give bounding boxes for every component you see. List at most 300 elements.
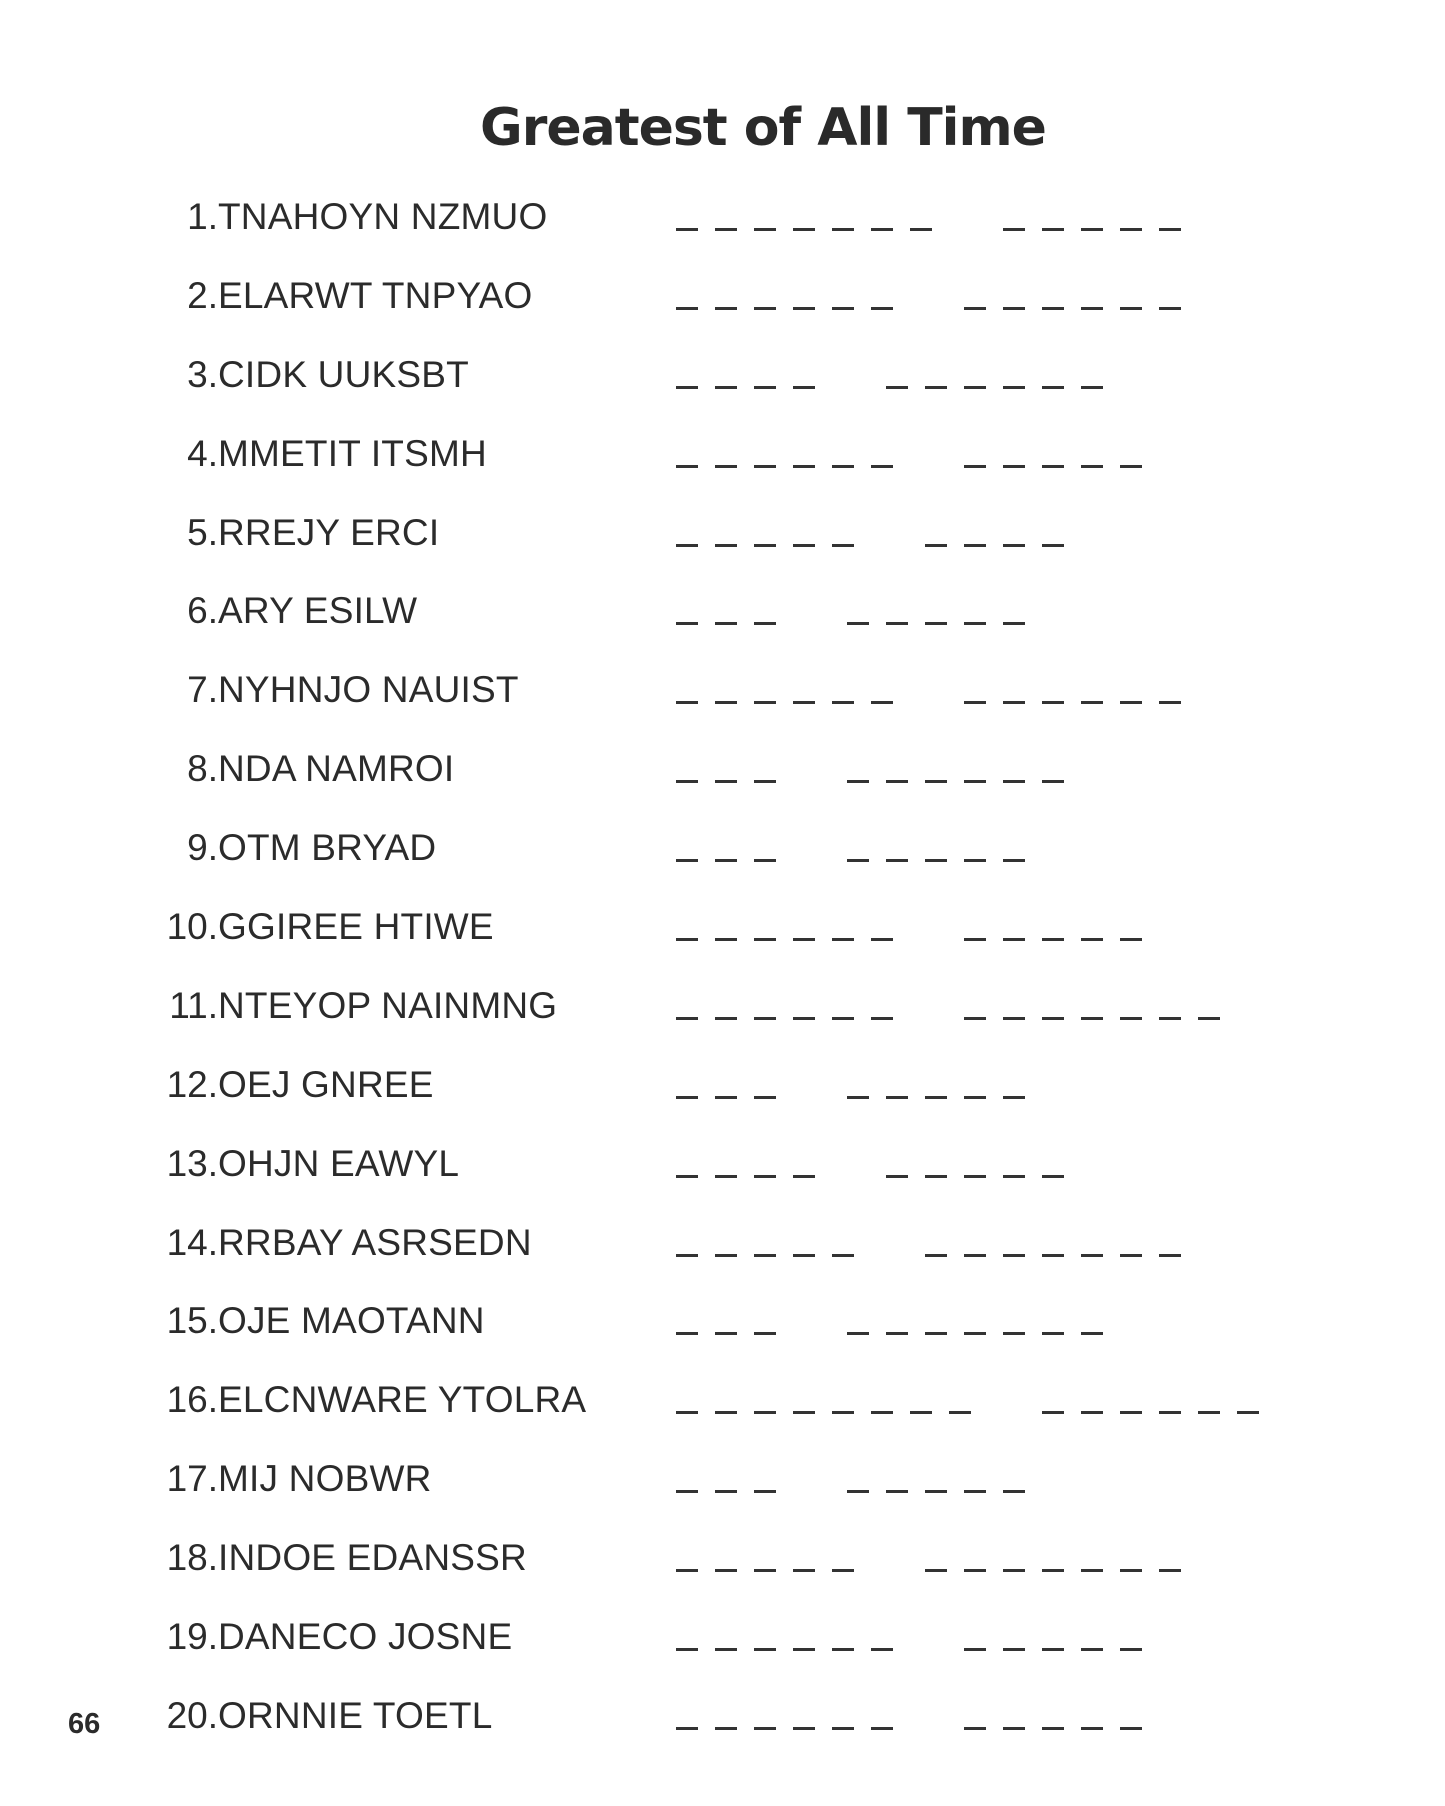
letter-blank[interactable]	[886, 859, 908, 862]
answer-blanks[interactable]	[676, 918, 1213, 958]
letter-blank[interactable]	[847, 780, 869, 783]
letter-blank[interactable]	[832, 1648, 854, 1651]
letter-blank[interactable]	[1120, 701, 1142, 704]
letter-blank[interactable]	[964, 1175, 986, 1178]
letter-blank[interactable]	[754, 1411, 776, 1414]
letter-blank[interactable]	[832, 228, 854, 231]
letter-blank[interactable]	[793, 386, 815, 389]
answer-word-blanks[interactable]	[676, 445, 910, 485]
letter-blank[interactable]	[793, 307, 815, 310]
answer-blanks[interactable]	[676, 366, 1174, 406]
letter-blank[interactable]	[1042, 1727, 1064, 1730]
answer-word-blanks[interactable]	[676, 1549, 871, 1589]
answer-word-blanks[interactable]	[964, 918, 1159, 958]
letter-blank[interactable]	[964, 622, 986, 625]
letter-blank[interactable]	[925, 1175, 947, 1178]
scrambled-word: OHJN EAWYL	[218, 1142, 460, 1184]
letter-blank[interactable]	[964, 1254, 986, 1257]
letter-blank[interactable]	[886, 1332, 908, 1335]
letter-blank[interactable]	[964, 1727, 986, 1730]
letter-blank[interactable]	[871, 1017, 893, 1020]
scrambled-word: OJE MAOTANN	[218, 1300, 485, 1342]
answer-blanks[interactable]	[676, 997, 1291, 1037]
letter-blank[interactable]	[676, 228, 698, 231]
letter-blank[interactable]	[1120, 1727, 1142, 1730]
letter-blank[interactable]	[1042, 1017, 1064, 1020]
answer-blanks[interactable]	[676, 1707, 1213, 1747]
letter-blank[interactable]	[715, 1332, 737, 1335]
answer-word-blanks[interactable]	[676, 997, 910, 1037]
letter-blank[interactable]	[793, 1727, 815, 1730]
letter-blank[interactable]	[832, 938, 854, 941]
letter-blank[interactable]	[793, 938, 815, 941]
scrambled-word: RRBAY ASRSEDN	[218, 1221, 532, 1263]
letter-blank[interactable]	[793, 1569, 815, 1572]
answer-word-blanks[interactable]	[676, 760, 793, 800]
letter-blank[interactable]	[1120, 938, 1142, 941]
letter-blank[interactable]	[871, 1411, 893, 1414]
letter-blank[interactable]	[832, 1569, 854, 1572]
letter-blank[interactable]	[754, 1175, 776, 1178]
letter-blank[interactable]	[715, 544, 737, 547]
letter-blank[interactable]	[1003, 1175, 1025, 1178]
scrambled-word: OTM BRYAD	[218, 827, 437, 869]
letter-blank[interactable]	[925, 1254, 947, 1257]
letter-blank[interactable]	[1042, 780, 1064, 783]
letter-blank[interactable]	[793, 701, 815, 704]
answer-word-blanks[interactable]	[964, 1628, 1159, 1668]
letter-blank[interactable]	[886, 780, 908, 783]
letter-blank[interactable]	[1042, 1332, 1064, 1335]
letter-blank[interactable]	[964, 465, 986, 468]
letter-blank[interactable]	[910, 228, 932, 231]
letter-blank[interactable]	[832, 1017, 854, 1020]
letter-blank[interactable]	[964, 1096, 986, 1099]
letter-blank[interactable]	[1120, 228, 1142, 231]
letter-blank[interactable]	[925, 1569, 947, 1572]
answer-word-blanks[interactable]	[676, 602, 793, 642]
letter-blank[interactable]	[1120, 1648, 1142, 1651]
letter-blank[interactable]	[847, 1096, 869, 1099]
letter-blank[interactable]	[1003, 1490, 1025, 1493]
letter-blank[interactable]	[793, 1411, 815, 1414]
letter-blank[interactable]	[847, 622, 869, 625]
letter-blank[interactable]	[1159, 1411, 1181, 1414]
letter-blank[interactable]	[964, 1569, 986, 1572]
letter-blank[interactable]	[754, 1727, 776, 1730]
answer-word-blanks[interactable]	[886, 366, 1120, 406]
letter-blank[interactable]	[1081, 1648, 1103, 1651]
letter-blank[interactable]	[676, 1648, 698, 1651]
letter-blank[interactable]	[1237, 1411, 1259, 1414]
answer-word-blanks[interactable]	[925, 1234, 1198, 1274]
letter-blank[interactable]	[871, 701, 893, 704]
letter-blank[interactable]	[793, 1017, 815, 1020]
letter-blank[interactable]	[754, 544, 776, 547]
letter-blank[interactable]	[1003, 1017, 1025, 1020]
letter-blank[interactable]	[1081, 386, 1103, 389]
puzzle-number: 20.	[166, 1694, 218, 1736]
letter-blank[interactable]	[1003, 938, 1025, 941]
letter-blank[interactable]	[1120, 1569, 1142, 1572]
letter-blank[interactable]	[715, 1727, 737, 1730]
letter-blank[interactable]	[832, 1411, 854, 1414]
scrambled-word: NYHNJO NAUIST	[218, 669, 519, 711]
answer-word-blanks[interactable]	[676, 366, 832, 406]
letter-blank[interactable]	[1003, 1727, 1025, 1730]
letter-blank[interactable]	[871, 465, 893, 468]
letter-blank[interactable]	[886, 1490, 908, 1493]
puzzle-number: 13.	[166, 1142, 218, 1184]
answer-word-blanks[interactable]	[964, 681, 1198, 721]
letter-blank[interactable]	[832, 1254, 854, 1257]
answer-word-blanks[interactable]	[676, 1312, 793, 1352]
answer-blanks[interactable]	[676, 760, 1135, 800]
letter-blank[interactable]	[676, 859, 698, 862]
scrambled-word: OEJ GNREE	[218, 1063, 434, 1105]
letter-blank[interactable]	[754, 780, 776, 783]
letter-blank[interactable]	[1120, 1017, 1142, 1020]
letter-blank[interactable]	[1042, 938, 1064, 941]
answer-word-blanks[interactable]	[925, 524, 1081, 564]
letter-blank[interactable]	[886, 622, 908, 625]
letter-blank[interactable]	[715, 1648, 737, 1651]
answer-word-blanks[interactable]	[676, 1391, 988, 1431]
letter-blank[interactable]	[1003, 780, 1025, 783]
letter-blank[interactable]	[925, 544, 947, 547]
puzzle-number: 18.	[166, 1537, 218, 1579]
letter-blank[interactable]	[754, 859, 776, 862]
answer-blanks[interactable]	[676, 602, 1096, 642]
letter-blank[interactable]	[715, 1017, 737, 1020]
answer-blanks[interactable]	[676, 524, 1135, 564]
letter-blank[interactable]	[964, 544, 986, 547]
answer-blanks[interactable]	[676, 1549, 1252, 1589]
answer-word-blanks[interactable]	[964, 445, 1159, 485]
scrambled-word: ELARWT TNPYAO	[218, 274, 533, 316]
letter-blank[interactable]	[676, 1175, 698, 1178]
letter-blank[interactable]	[754, 1332, 776, 1335]
letter-blank[interactable]	[1198, 1017, 1220, 1020]
letter-blank[interactable]	[1159, 307, 1181, 310]
puzzle-row	[0, 900, 1445, 979]
letter-blank[interactable]	[1081, 1254, 1103, 1257]
letter-blank[interactable]	[715, 465, 737, 468]
letter-blank[interactable]	[1120, 307, 1142, 310]
letter-blank[interactable]	[1042, 1411, 1064, 1414]
letter-blank[interactable]	[676, 1096, 698, 1099]
letter-blank[interactable]	[1003, 622, 1025, 625]
answer-word-blanks[interactable]	[676, 1076, 793, 1116]
letter-blank[interactable]	[1003, 1648, 1025, 1651]
answer-blanks[interactable]	[676, 1391, 1330, 1431]
letter-blank[interactable]	[715, 1569, 737, 1572]
scrambled-word: NTEYOP NAINMNG	[218, 984, 558, 1026]
letter-blank[interactable]	[715, 228, 737, 231]
letter-blank[interactable]	[871, 1648, 893, 1651]
letter-blank[interactable]	[676, 1411, 698, 1414]
answer-word-blanks[interactable]	[676, 208, 949, 248]
letter-blank[interactable]	[754, 228, 776, 231]
letter-blank[interactable]	[964, 1017, 986, 1020]
letter-blank[interactable]	[1159, 701, 1181, 704]
letter-blank[interactable]	[925, 386, 947, 389]
answer-word-blanks[interactable]	[676, 918, 910, 958]
answer-word-blanks[interactable]	[1003, 208, 1198, 248]
scrambled-word: ARY ESILW	[218, 590, 418, 632]
puzzle-number: 6.	[187, 590, 218, 632]
letter-blank[interactable]	[925, 1096, 947, 1099]
letter-blank[interactable]	[886, 1175, 908, 1178]
answer-word-blanks[interactable]	[676, 287, 910, 327]
letter-blank[interactable]	[886, 386, 908, 389]
letter-blank[interactable]	[754, 938, 776, 941]
page-title: Greatest of All Time	[480, 98, 1046, 158]
letter-blank[interactable]	[676, 544, 698, 547]
letter-blank[interactable]	[910, 1411, 932, 1414]
letter-blank[interactable]	[715, 1254, 737, 1257]
letter-blank[interactable]	[676, 1332, 698, 1335]
letter-blank[interactable]	[964, 386, 986, 389]
letter-blank[interactable]	[1003, 1569, 1025, 1572]
letter-blank[interactable]	[793, 1648, 815, 1651]
letter-blank[interactable]	[1159, 1569, 1181, 1572]
letter-blank[interactable]	[1042, 1175, 1064, 1178]
letter-blank[interactable]	[754, 1254, 776, 1257]
letter-blank[interactable]	[832, 701, 854, 704]
letter-blank[interactable]	[847, 1332, 869, 1335]
letter-blank[interactable]	[676, 1490, 698, 1493]
letter-blank[interactable]	[676, 780, 698, 783]
answer-blanks[interactable]	[676, 1234, 1252, 1274]
letter-blank[interactable]	[715, 386, 737, 389]
answer-blanks[interactable]	[676, 1628, 1213, 1668]
letter-blank[interactable]	[715, 307, 737, 310]
answer-word-blanks[interactable]	[847, 602, 1042, 642]
letter-blank[interactable]	[1159, 1017, 1181, 1020]
letter-blank[interactable]	[1003, 307, 1025, 310]
letter-blank[interactable]	[1081, 1017, 1103, 1020]
letter-blank[interactable]	[871, 938, 893, 941]
answer-word-blanks[interactable]	[847, 1076, 1042, 1116]
letter-blank[interactable]	[754, 1096, 776, 1099]
letter-blank[interactable]	[754, 701, 776, 704]
answer-word-blanks[interactable]	[676, 1234, 871, 1274]
puzzle-row	[0, 1294, 1445, 1373]
letter-blank[interactable]	[925, 1332, 947, 1335]
letter-blank[interactable]	[1198, 1411, 1220, 1414]
letter-blank[interactable]	[793, 465, 815, 468]
letter-blank[interactable]	[1042, 228, 1064, 231]
letter-blank[interactable]	[676, 1569, 698, 1572]
letter-blank[interactable]	[793, 1175, 815, 1178]
letter-blank[interactable]	[964, 307, 986, 310]
letter-blank[interactable]	[1120, 1254, 1142, 1257]
puzzle-number: 5.	[187, 511, 218, 553]
page-number: 66	[68, 1708, 101, 1740]
letter-blank[interactable]	[754, 1569, 776, 1572]
letter-blank[interactable]	[1081, 1569, 1103, 1572]
letter-blank[interactable]	[1003, 1096, 1025, 1099]
letter-blank[interactable]	[832, 544, 854, 547]
answer-word-blanks[interactable]	[964, 287, 1198, 327]
letter-blank[interactable]	[715, 1411, 737, 1414]
letter-blank[interactable]	[715, 780, 737, 783]
letter-blank[interactable]	[754, 1648, 776, 1651]
letter-blank[interactable]	[715, 859, 737, 862]
letter-blank[interactable]	[715, 1175, 737, 1178]
letter-blank[interactable]	[832, 1727, 854, 1730]
puzzle-row	[0, 1058, 1445, 1137]
answer-word-blanks[interactable]	[676, 524, 871, 564]
letter-blank[interactable]	[1003, 465, 1025, 468]
letter-blank[interactable]	[793, 228, 815, 231]
letter-blank[interactable]	[964, 780, 986, 783]
letter-blank[interactable]	[676, 307, 698, 310]
letter-blank[interactable]	[847, 1490, 869, 1493]
answer-word-blanks[interactable]	[676, 1707, 910, 1747]
letter-blank[interactable]	[1042, 544, 1064, 547]
letter-blank[interactable]	[949, 1411, 971, 1414]
letter-blank[interactable]	[1081, 938, 1103, 941]
answer-blanks[interactable]	[676, 681, 1252, 721]
letter-blank[interactable]	[925, 622, 947, 625]
letter-blank[interactable]	[1003, 1332, 1025, 1335]
scrambled-word: NDA NAMROI	[218, 748, 455, 790]
letter-blank[interactable]	[925, 859, 947, 862]
letter-blank[interactable]	[1159, 1254, 1181, 1257]
puzzle-row	[0, 1689, 1445, 1768]
letter-blank[interactable]	[1003, 544, 1025, 547]
letter-blank[interactable]	[754, 622, 776, 625]
answer-word-blanks[interactable]	[847, 1312, 1120, 1352]
puzzle-row	[0, 1531, 1445, 1610]
answer-blanks[interactable]	[676, 287, 1252, 327]
scrambled-word: GGIREE HTIWE	[218, 906, 494, 948]
letter-blank[interactable]	[886, 1096, 908, 1099]
letter-blank[interactable]	[754, 1017, 776, 1020]
letter-blank[interactable]	[793, 1254, 815, 1257]
answer-word-blanks[interactable]	[1042, 1391, 1276, 1431]
letter-blank[interactable]	[715, 938, 737, 941]
letter-blank[interactable]	[832, 465, 854, 468]
letter-blank[interactable]	[715, 1096, 737, 1099]
letter-blank[interactable]	[1081, 701, 1103, 704]
letter-blank[interactable]	[1081, 465, 1103, 468]
letter-blank[interactable]	[1081, 307, 1103, 310]
answer-word-blanks[interactable]	[925, 1549, 1198, 1589]
letter-blank[interactable]	[715, 701, 737, 704]
letter-blank[interactable]	[793, 544, 815, 547]
letter-blank[interactable]	[1081, 1727, 1103, 1730]
answer-blanks[interactable]	[676, 839, 1096, 879]
answer-blanks[interactable]	[676, 208, 1252, 248]
letter-blank[interactable]	[1003, 228, 1025, 231]
answer-blanks[interactable]	[676, 1155, 1135, 1195]
letter-blank[interactable]	[676, 1727, 698, 1730]
letter-blank[interactable]	[871, 1727, 893, 1730]
puzzle-number: 10.	[166, 906, 218, 948]
answer-word-blanks[interactable]	[676, 1155, 832, 1195]
letter-blank[interactable]	[754, 1490, 776, 1493]
letter-blank[interactable]	[676, 622, 698, 625]
puzzle-row	[0, 821, 1445, 900]
letter-blank[interactable]	[676, 1017, 698, 1020]
letter-blank[interactable]	[1081, 1332, 1103, 1335]
letter-blank[interactable]	[754, 465, 776, 468]
letter-blank[interactable]	[676, 938, 698, 941]
letter-blank[interactable]	[1081, 1411, 1103, 1414]
letter-blank[interactable]	[925, 780, 947, 783]
letter-blank[interactable]	[964, 701, 986, 704]
letter-blank[interactable]	[676, 701, 698, 704]
answer-blanks[interactable]	[676, 1470, 1096, 1510]
letter-blank[interactable]	[715, 622, 737, 625]
letter-blank[interactable]	[676, 465, 698, 468]
answer-blanks[interactable]	[676, 445, 1213, 485]
letter-blank[interactable]	[676, 1254, 698, 1257]
answer-blanks[interactable]	[676, 1076, 1096, 1116]
letter-blank[interactable]	[1081, 228, 1103, 231]
letter-blank[interactable]	[715, 1490, 737, 1493]
letter-blank[interactable]	[1120, 465, 1142, 468]
puzzle-number: 7.	[187, 669, 218, 711]
letter-blank[interactable]	[847, 859, 869, 862]
letter-blank[interactable]	[754, 386, 776, 389]
letter-blank[interactable]	[964, 859, 986, 862]
answer-word-blanks[interactable]	[676, 1470, 793, 1510]
letter-blank[interactable]	[1042, 307, 1064, 310]
letter-blank[interactable]	[1003, 701, 1025, 704]
puzzle-row	[0, 979, 1445, 1058]
letter-blank[interactable]	[925, 1490, 947, 1493]
letter-blank[interactable]	[754, 307, 776, 310]
letter-blank[interactable]	[676, 386, 698, 389]
letter-blank[interactable]	[1159, 228, 1181, 231]
letter-blank[interactable]	[832, 307, 854, 310]
letter-blank[interactable]	[871, 307, 893, 310]
letter-blank[interactable]	[1003, 386, 1025, 389]
answer-word-blanks[interactable]	[676, 839, 793, 879]
puzzle-number: 12.	[166, 1063, 218, 1105]
letter-blank[interactable]	[1042, 386, 1064, 389]
letter-blank[interactable]	[1042, 465, 1064, 468]
answer-word-blanks[interactable]	[964, 997, 1237, 1037]
answer-word-blanks[interactable]	[964, 1707, 1159, 1747]
letter-blank[interactable]	[1042, 1569, 1064, 1572]
answer-word-blanks[interactable]	[886, 1155, 1081, 1195]
puzzle-row	[0, 348, 1445, 427]
answer-word-blanks[interactable]	[676, 681, 910, 721]
letter-blank[interactable]	[1003, 859, 1025, 862]
letter-blank[interactable]	[1042, 1254, 1064, 1257]
letter-blank[interactable]	[964, 1490, 986, 1493]
letter-blank[interactable]	[1120, 1411, 1142, 1414]
answer-word-blanks[interactable]	[847, 1470, 1042, 1510]
letter-blank[interactable]	[1042, 701, 1064, 704]
letter-blank[interactable]	[964, 1332, 986, 1335]
answer-blanks[interactable]	[676, 1312, 1174, 1352]
answer-word-blanks[interactable]	[847, 839, 1042, 879]
answer-word-blanks[interactable]	[847, 760, 1081, 800]
letter-blank[interactable]	[1042, 1648, 1064, 1651]
answer-word-blanks[interactable]	[676, 1628, 910, 1668]
scrambled-word: DANECO JOSNE	[218, 1616, 513, 1658]
letter-blank[interactable]	[964, 938, 986, 941]
letter-blank[interactable]	[964, 1648, 986, 1651]
letter-blank[interactable]	[871, 228, 893, 231]
letter-blank[interactable]	[1003, 1254, 1025, 1257]
